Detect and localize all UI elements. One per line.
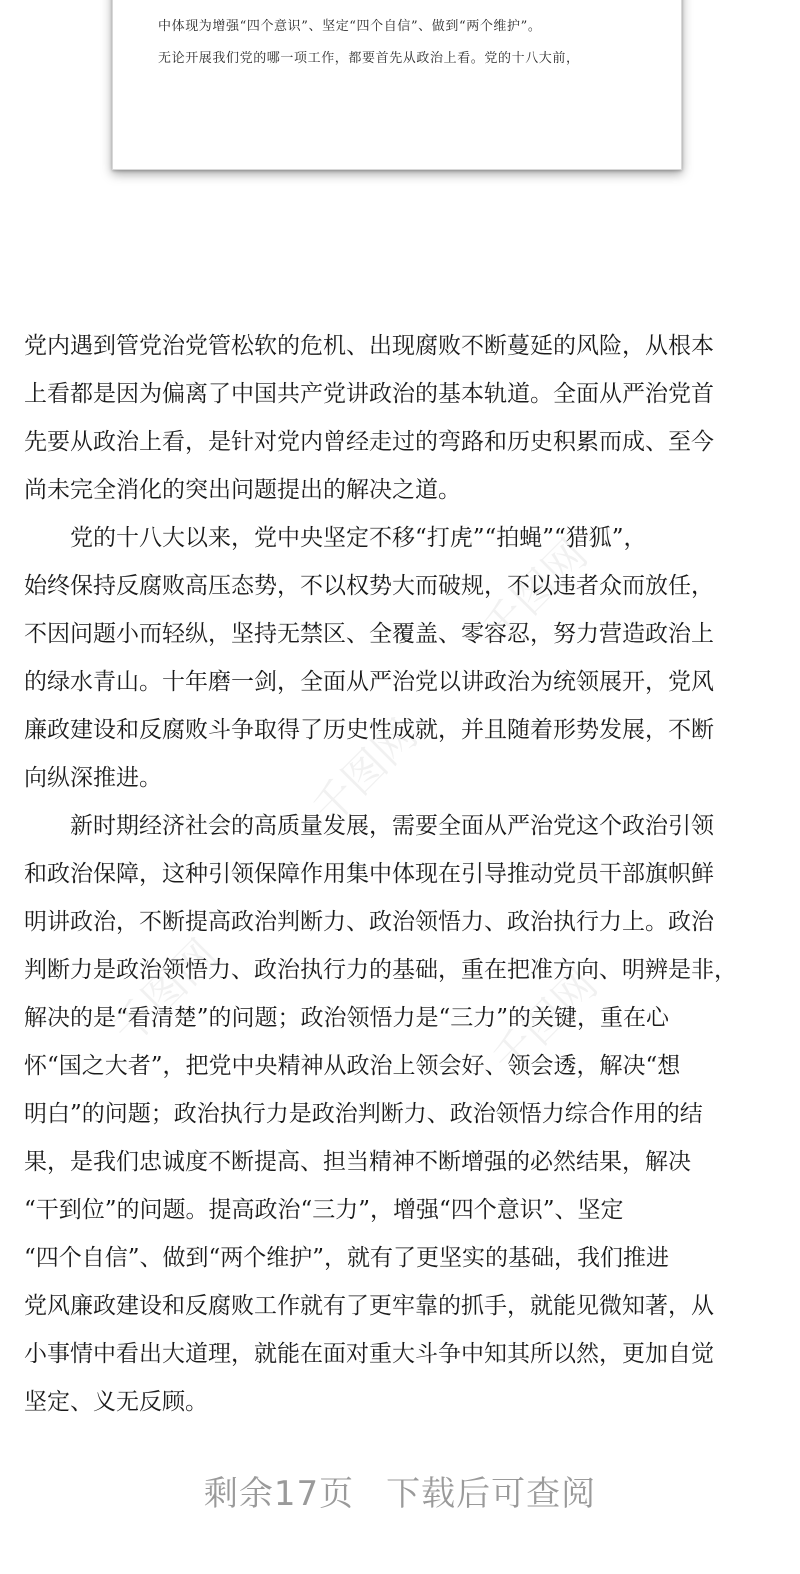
text-line: 向纵深推进。	[24, 765, 162, 791]
previous-page-preview	[112, 0, 682, 170]
text-line: 判断力是政治领悟力、政治执行力的基础，重在把准方向、明辨是非，	[24, 957, 737, 983]
text-line: 明讲政治，不断提高政治判断力、政治领悟力、政治执行力上。政治	[24, 909, 714, 935]
text-line: 的绿水青山。十年磨一剑，全面从严治党以讲政治为统领展开，党风	[24, 669, 714, 695]
remaining-pages-label: 剩余17页	[203, 1474, 355, 1514]
text-line: 明白”的问题；政治执行力是政治判断力、政治领悟力综合作用的结	[24, 1101, 703, 1127]
text-line: 党内遇到管党治党管松软的危机、出现腐败不断蔓延的风险，从根本	[24, 333, 714, 359]
text-line: 坚定、义无反顾。	[24, 1389, 208, 1415]
text-line: “四个自信”、做到“两个维护”，就有了更坚实的基础，我们推进	[24, 1245, 670, 1271]
text-line: 和政治保障，这种引领保障作用集中体现在引导推动党员干部旗帜鲜	[24, 861, 714, 887]
text-line: 怀“国之大者”，把党中央精神从政治上领会好、领会透，解决“想	[24, 1053, 681, 1079]
text-line: 新时期经济社会的高质量发展，需要全面从严治党这个政治引领	[24, 813, 714, 839]
text-line: 小事情中看出大道理，就能在面对重大斗争中知其所以然，更加自觉	[24, 1341, 714, 1367]
text-line: 始终保持反腐败高压态势，不以权势大而破规，不以违者众而放任，	[24, 573, 714, 599]
document-body	[24, 322, 784, 1426]
text-line: 党的十八大以来，党中央坚定不移“打虎”“拍蝇”“猎狐”，	[24, 525, 647, 551]
preview-line: 中体现为增强“四个意识”、坚定“四个自信”、做到“两个维护”。	[158, 19, 542, 34]
watermark-text: 千图网	[472, 529, 597, 654]
text-line: 尚未完全消化的突出问题提出的解决之道。	[24, 477, 461, 503]
text-line: 不因问题小而轻纵，坚持无禁区、全覆盖、零容忍，努力营造政治上	[24, 621, 714, 647]
text-line: 党风廉政建设和反腐败工作就有了更牢靠的抓手，就能见微知著，从	[24, 1293, 714, 1319]
text-line: 廉政建设和反腐败斗争取得了历史性成就，并且随着形势发展，不断	[24, 717, 714, 743]
watermark-text: 千图网	[102, 929, 227, 1054]
text-line: “干到位”的问题。提高政治“三力”，增强“四个意识”、坚定	[24, 1197, 624, 1223]
text-line: 果，是我们忠诚度不断提高、担当精神不断增强的必然结果，解决	[24, 1149, 691, 1175]
text-line: 上看都是因为偏离了中国共产党讲政治的基本轨道。全面从严治党首	[24, 381, 714, 407]
watermark-text: 千图网	[482, 959, 607, 1084]
download-hint-label: 下载后可查阅	[386, 1474, 597, 1514]
text-line: 解决的是“看清楚”的问题；政治领悟力是“三力”的关键，重在心	[24, 1005, 670, 1031]
download-to-read-more-link[interactable]	[0, 1466, 800, 1515]
watermark-text: 千图网	[302, 709, 427, 834]
text-line: 先要从政治上看，是针对党内曾经走过的弯路和历史积累而成、至今	[24, 429, 714, 455]
preview-line: 无论开展我们党的哪一项工作，都要首先从政治上看。党的十八大前，	[158, 51, 580, 66]
